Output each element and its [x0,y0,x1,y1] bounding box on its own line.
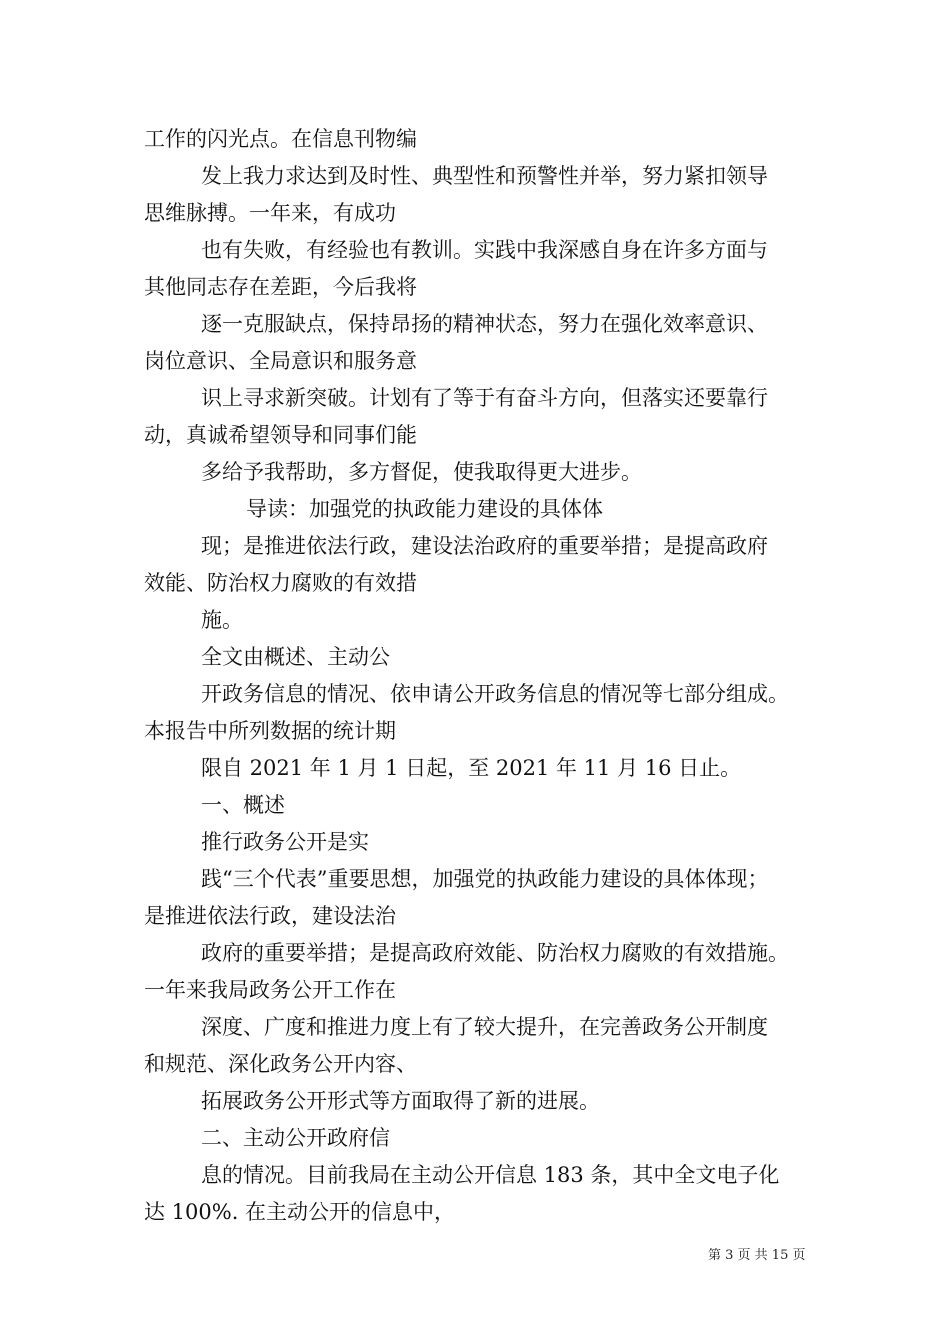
text-line: 开政务信息的情况、依申请公开政务信息的情况等七部分组成。 [201,682,789,706]
text-line: 息的情况。目前我局在主动公开信息 183 条，其中全文电子化 [201,1163,780,1187]
text-line: 达 100%. 在主动公开的信息中， [144,1200,456,1224]
text-line: 深度、广度和推进力度上有了较大提升，在完善政务公开制度 [201,1015,768,1039]
text-line: 逐一克服缺点，保持昂扬的精神状态，努力在强化效率意识、 [201,312,768,336]
text-line: 践“三个代表”重要思想，加强党的执政能力建设的具体体现； [201,867,769,891]
section-heading: 一、概述 [201,793,285,817]
text-line: 岗位意识、全局意识和服务意 [144,349,417,373]
text-line: 识上寻求新突破。计划有了等于有奋斗方向，但落实还要靠行 [201,386,768,410]
text-line: 其他同志存在差距，今后我将 [144,275,417,299]
text-line: 多给予我帮助，多方督促，使我取得更大进步。 [201,460,642,484]
text-line: 也有失败，有经验也有教训。实践中我深感自身在许多方面与 [201,238,768,262]
text-line: 动，真诚希望领导和同事们能 [144,423,417,447]
text-line: 现；是推进依法行政，建设法治政府的重要举措；是提高政府 [201,534,768,558]
text-line: 发上我力求达到及时性、典型性和预警性并举，努力紧扣领导 [201,164,768,188]
text-line: 政府的重要举措；是提高政府效能、防治权力腐败的有效措施。 [201,941,789,965]
text-line: 限自 2021 年 1 月 1 日起，至 2021 年 11 月 16 日止。 [201,756,742,780]
text-line: 推行政务公开是实 [201,830,369,854]
text-line: 本报告中所列数据的统计期 [144,719,396,743]
text-line: 拓展政务公开形式等方面取得了新的进展。 [201,1089,600,1113]
text-line: 是推进依法行政，建设法治 [144,904,396,928]
text-line: 和规范、深化政务公开内容、 [144,1052,417,1076]
text-line: 思维脉搏。一年来，有成功 [144,201,396,225]
text-line: 工作的闪光点。在信息刊物编 [144,127,417,151]
text-line: 一年来我局政务公开工作在 [144,978,396,1002]
text-line: 全文由概述、主动公 [201,645,390,669]
section-heading: 二、主动公开政府信 [201,1126,390,1150]
text-line: 施。 [201,608,243,632]
text-line: 效能、防治权力腐败的有效措 [144,571,417,595]
page-number: 第 3 页 共 15 页 [708,1248,806,1263]
text-line: 导读：加强党的执政能力建设的具体体 [246,497,603,521]
